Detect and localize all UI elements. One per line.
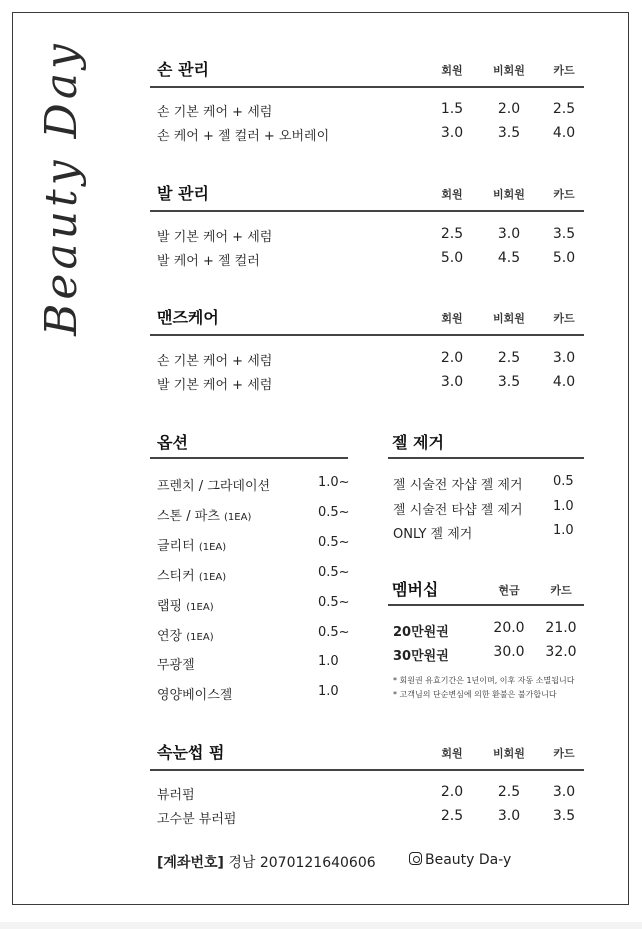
col-nonmember: 비회원 (493, 312, 525, 325)
account-label: [계좌번호] (157, 855, 224, 871)
lash-rule (150, 769, 584, 771)
option-label: 연장 (157, 629, 183, 644)
lash-item-2-card: 3.5 (552, 808, 576, 824)
options-rule (150, 457, 348, 459)
option-label: 프렌치 / 그라데이션 (157, 479, 271, 494)
mens-item-2-card: 4.0 (552, 374, 576, 390)
option-item-name (157, 625, 214, 644)
hand-rule (150, 86, 584, 88)
option-item-name (157, 595, 214, 614)
gel-removal-item-price: 1.0 (553, 523, 574, 538)
foot-item-1-name: 발 기본 케어 + 세럼 (157, 230, 273, 245)
option-label: 스톤 / 파츠 (157, 509, 220, 524)
lash-item-1-nonmember: 2.5 (497, 784, 521, 800)
instagram-icon (409, 852, 422, 865)
mens-item-2-name: 발 기본 케어 + 세럼 (157, 378, 273, 393)
account-info (157, 852, 376, 872)
col-member: 회원 (441, 747, 463, 760)
option-item-name (157, 565, 226, 584)
lash-item-2-nonmember: 3.0 (497, 808, 521, 824)
gel-removal-item-name: 젤 시술전 자샵 젤 제거 (393, 478, 523, 493)
mens-item-1-member: 2.0 (440, 350, 464, 366)
lash-item-2-name: 고수분 뷰러펌 (157, 812, 237, 827)
hand-item-1-nonmember: 2.0 (497, 101, 521, 117)
mens-rule (150, 334, 584, 336)
col-card: 카드 (550, 584, 572, 597)
mens-item-1-nonmember: 2.5 (497, 350, 521, 366)
brand-logo (36, 38, 88, 338)
gel-removal-item-name: ONLY 젤 제거 (393, 527, 473, 542)
gel-removal-item-name: 젤 시술전 타샵 젤 제거 (393, 503, 523, 518)
option-item-name (157, 505, 251, 524)
brand-text: Beauty Day (36, 40, 87, 336)
mens-item-2-member: 3.0 (440, 374, 464, 390)
option-unit: (1EA) (224, 512, 252, 523)
col-nonmember: 비회원 (493, 747, 525, 760)
gel-removal-rule (388, 457, 584, 459)
option-price: 0.5~ (318, 505, 350, 520)
foot-item-2-member: 5.0 (440, 250, 464, 266)
gel-removal-item-price: 0.5 (553, 474, 574, 489)
membership-title: 멤버십 (392, 580, 439, 599)
menu-frame (12, 12, 629, 905)
option-price: 0.5~ (318, 625, 350, 640)
option-unit: (1EA) (186, 602, 214, 613)
lash-item-1-card: 3.0 (552, 784, 576, 800)
options-title: 옵션 (157, 433, 188, 452)
option-price: 0.5~ (318, 535, 350, 550)
option-label: 글리터 (157, 539, 195, 554)
foot-item-2-nonmember: 4.5 (497, 250, 521, 266)
membership-rule (388, 604, 584, 606)
hand-item-2-name: 손 케어 + 젤 컬러 + 오버레이 (157, 129, 330, 144)
mens-item-2-nonmember: 3.5 (497, 374, 521, 390)
membership-item-card: 21.0 (545, 620, 577, 636)
mens-item-1-name: 손 기본 케어 + 세럼 (157, 354, 273, 369)
lash-item-1-name: 뷰러펌 (157, 788, 195, 803)
instagram-name: Beauty Da-y (425, 852, 512, 868)
option-item-name (157, 654, 195, 673)
col-nonmember: 비회원 (493, 188, 525, 201)
option-price: 0.5~ (318, 565, 350, 580)
hand-item-1-member: 1.5 (440, 101, 464, 117)
option-label: 영양베이스젤 (157, 688, 233, 703)
option-label: 무광젤 (157, 658, 195, 673)
membership-note: * 회원권 유효기간은 1년이며, 이후 자동 소멸됩니다 (393, 676, 575, 685)
col-nonmember: 비회원 (493, 64, 525, 77)
col-member: 회원 (441, 64, 463, 77)
col-member: 회원 (441, 188, 463, 201)
gel-removal-item-price: 1.0 (553, 499, 574, 514)
col-card: 카드 (553, 747, 575, 760)
option-price: 1.0~ (318, 475, 350, 490)
foot-item-1-member: 2.5 (440, 226, 464, 242)
hand-item-1-card: 2.5 (552, 101, 576, 117)
membership-item-card: 32.0 (545, 644, 577, 660)
membership-item-name: 20만원권 (393, 625, 449, 640)
option-unit: (1EA) (198, 572, 227, 583)
hand-item-2-nonmember: 3.5 (497, 125, 521, 141)
hand-care-title: 손 관리 (157, 60, 209, 79)
option-price: 0.5~ (318, 595, 350, 610)
option-label: 랩핑 (157, 599, 183, 614)
col-card: 카드 (553, 188, 575, 201)
bottom-strip (0, 922, 642, 929)
option-unit: (1EA) (186, 632, 214, 643)
col-member: 회원 (441, 312, 463, 325)
foot-item-1-nonmember: 3.0 (497, 226, 521, 242)
gel-removal-title: 젤 제거 (392, 433, 444, 452)
option-unit: (1EA) (198, 542, 227, 553)
hand-item-1-name: 손 기본 케어 + 세럼 (157, 105, 273, 120)
option-price: 1.0 (318, 654, 339, 669)
membership-item-cash: 20.0 (493, 620, 525, 636)
foot-rule (150, 210, 584, 212)
membership-note: * 고객님의 단순변심에 의한 환불은 불가합니다 (393, 690, 557, 699)
foot-care-title: 발 관리 (157, 184, 209, 203)
membership-item-cash: 30.0 (493, 644, 525, 660)
mens-care-title: 맨즈케어 (157, 308, 219, 327)
foot-item-1-card: 3.5 (552, 226, 576, 242)
option-item-name (157, 535, 226, 554)
option-item-name (157, 684, 232, 703)
hand-item-2-member: 3.0 (440, 125, 464, 141)
hand-item-2-card: 4.0 (552, 125, 576, 141)
mens-item-1-card: 3.0 (552, 350, 576, 366)
col-card: 카드 (553, 312, 575, 325)
foot-item-2-name: 발 케어 + 젤 컬러 (157, 254, 260, 269)
lash-item-2-member: 2.5 (440, 808, 464, 824)
lash-perm-title: 속눈썹 펌 (157, 743, 225, 762)
col-cash: 현금 (498, 584, 520, 597)
option-price: 1.0 (318, 684, 339, 699)
account-value: 경남 2070121640606 (228, 855, 376, 871)
instagram-handle (409, 852, 511, 868)
col-card: 카드 (553, 64, 575, 77)
option-item-name (157, 475, 270, 494)
lash-item-1-member: 2.0 (440, 784, 464, 800)
foot-item-2-card: 5.0 (552, 250, 576, 266)
membership-item-name: 30만원권 (393, 649, 449, 664)
option-label: 스티커 (157, 569, 195, 584)
